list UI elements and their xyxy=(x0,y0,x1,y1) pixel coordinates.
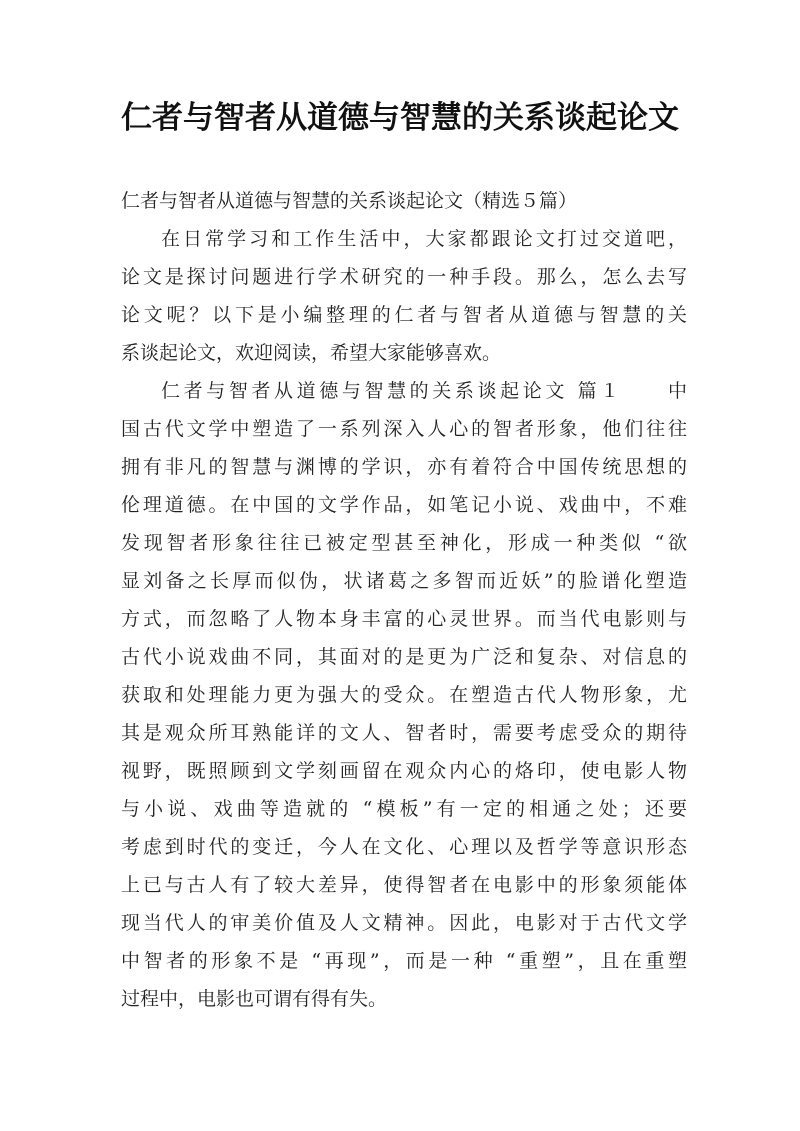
text-line: 现当代人的审美价值及人文精神。因此，电影对于古代文学 xyxy=(121,912,687,934)
text-line: 论文是探讨问题进行学术研究的一种手段。那么，怎么去写 xyxy=(121,266,687,288)
text-line: 拥有非凡的智慧与渊博的学识，亦有着符合中国传统思想的 xyxy=(121,456,687,478)
text-line: 显刘备之长厚而似伪，状诸葛之多智而近妖”的脸谱化塑造 xyxy=(121,570,687,592)
article-paragraph xyxy=(121,372,687,1018)
text-line: 视野，既照顾到文学刻画留在观众内心的烙印，使电影人物 xyxy=(121,760,687,782)
document-body xyxy=(121,182,687,1018)
text-line: 古代小说戏曲不同，其面对的是更为广泛和复杂、对信息的 xyxy=(121,646,687,668)
page-title: 仁者与智者从道德与智慧的关系谈起论文 xyxy=(121,100,679,136)
text-line: 伦理道德。在中国的文学作品，如笔记小说、戏曲中，不难 xyxy=(121,494,687,516)
text-line: 中智者的形象不是 “再现”，而是一种 “重塑”，且在重塑 xyxy=(121,950,687,972)
section-heading: 仁者与智者从道德与智慧的关系谈起论文 篇１ 中 xyxy=(161,380,687,402)
text-line: 在日常学习和工作生活中，大家都跟论文打过交道吧， xyxy=(161,228,687,250)
text-line: 系谈起论文，欢迎阅读，希望大家能够喜欢。 xyxy=(121,342,502,364)
text-line: 获取和处理能力更为强大的受众。在塑造古代人物形象，尤 xyxy=(121,684,687,706)
text-line: 国古代文学中塑造了一系列深入人心的智者形象，他们往往 xyxy=(121,418,687,440)
text-line: 过程中，电影也可谓有得有失。 xyxy=(121,988,388,1010)
text-line: 方式，而忽略了人物本身丰富的心灵世界。而当代电影则与 xyxy=(121,608,687,630)
text-line: 其是观众所耳熟能详的文人、智者时，需要考虑受众的期待 xyxy=(121,722,687,744)
document-subtitle: 仁者与智者从道德与智慧的关系谈起论文（精选５篇） xyxy=(121,190,578,212)
text-line: 与小说、戏曲等造就的 “模板”有一定的相通之处；还要 xyxy=(121,798,687,820)
text-line: 上已与古人有了较大差异，使得智者在电影中的形象须能体 xyxy=(121,874,687,896)
text-line: 论文呢？以下是小编整理的仁者与智者从道德与智慧的关 xyxy=(121,304,687,326)
text-line: 考虑到时代的变迁，今人在文化、心理以及哲学等意识形态 xyxy=(121,836,687,858)
intro-paragraph xyxy=(121,220,687,372)
text-line: 发现智者形象往往已被定型甚至神化，形成一种类似 “欲 xyxy=(121,532,687,554)
